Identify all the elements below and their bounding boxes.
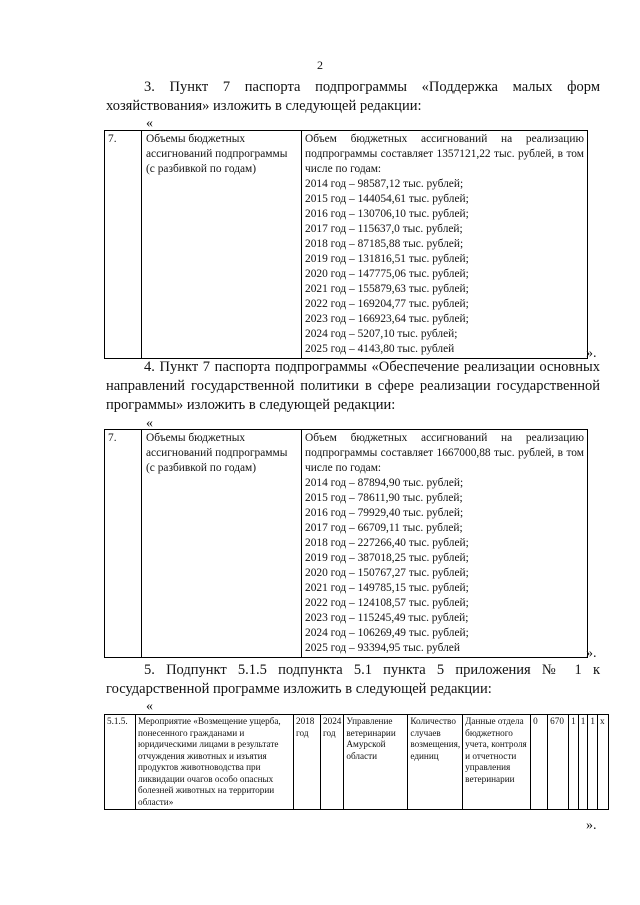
section-5-paragraph: 5. Подпункт 5.1.5 подпункта 5.1 пункта 5 приложения № 1 к государственной программе изложить в следующей редакции: [106,662,600,697]
section-4-close-quote: ». [586,646,597,661]
section-5-table [104,714,609,810]
section-4-item-label: Объемы бюджетных ассигнований подпрограммы (с разбивкой по годам) [142,430,302,658]
event-start-year: 2018 год [294,715,321,810]
section-3-item-label: Объемы бюджетных ассигнований подпрограммы (с разбивкой по годам) [142,131,302,359]
section-3-intro: Объем бюджетных ассигнований на реализацию подпрограммы составляет 1357121,22 тыс. рублей, в том числе по годам: [305,133,584,175]
event-value-cell: 1 [569,715,579,810]
section-4-year-line: 2022 год – 124108,57 тыс. рублей; [305,597,469,609]
section-4-intro: Объем бюджетных ассигнований на реализацию подпрограммы составляет 1667000,88 тыс. рублей, в том числе по годам: [305,432,584,474]
section-4-year-line: 2014 год – 87894,90 тыс. рублей; [305,477,464,489]
section-3-year-line: 2020 год – 147775,06 тыс. рублей; [305,268,469,280]
section-4-year-line: 2020 год – 150767,27 тыс. рублей; [305,567,469,579]
event-value-cell: 1 [578,715,588,810]
section-4-year-line: 2019 год – 387018,25 тыс. рублей; [305,552,469,564]
event-number: 5.1.5. [105,715,136,810]
section-5-open-quote: « [146,699,153,714]
section-3-year-line: 2014 год – 98587,12 тыс. рублей; [305,178,464,190]
event-value-cell: 670 [548,715,569,810]
section-4-year-line: 2015 год – 78611,90 тыс. рублей; [305,492,463,504]
section-4-paragraph: 4. Пункт 7 паспорта подпрограммы «Обеспечение реализации основных направлений государственной политики в сфере реализации государственной программы» изложить в следующей редакции: [106,359,600,413]
section-4-year-line: 2024 год – 106269,49 тыс. рублей; [305,627,469,639]
section-3-year-line: 2023 год – 166923,64 тыс. рублей; [305,313,469,325]
event-executor: Управление ветеринарии Амурской области [344,715,408,810]
section-4-year-line: 2023 год – 115245,49 тыс. рублей; [305,612,469,624]
section-4-open-quote: « [146,416,153,431]
event-value-cell: х [597,715,608,810]
section-4-table [104,429,588,658]
section-3-year-line: 2024 год – 5207,10 тыс. рублей; [305,328,458,340]
section-4-year-line: 2025 год – 93394,95 тыс. рублей [305,642,460,654]
section-3-year-line: 2017 год – 115637,0 тыс. рублей; [305,223,463,235]
event-end-year: 2024 год [321,715,344,810]
section-4-year-line: 2021 год – 149785,15 тыс. рублей; [305,582,469,594]
section-4-year-line: 2017 год – 66709,11 тыс. рублей; [305,522,463,534]
event-indicator: Количество случаев возмещения, единиц [408,715,463,810]
section-3-item-value [302,131,588,359]
section-3-year-line: 2016 год – 130706,10 тыс. рублей; [305,208,469,220]
event-value-cell: 0 [531,715,548,810]
section-3-year-line: 2021 год – 155879,63 тыс. рублей; [305,283,469,295]
event-data-source: Данные отдела бюджетного учета, контроля и отчетности управления ветеринарии [463,715,531,810]
event-description: Мероприятие «Возмещение ущерба, понесенного гражданами и юридическими лицами в результате отчуждения животных и изъятия продуктов животноводства при ликвидации очагов особо опасных болезней животных на территории области» [136,715,294,810]
section-4-year-line: 2018 год – 227266,40 тыс. рублей; [305,537,469,549]
section-3-year-line: 2015 год – 144054,61 тыс. рублей; [305,193,469,205]
section-4-item-number: 7. [105,430,142,658]
event-value-cell: 1 [588,715,598,810]
section-4-year-line: 2016 год – 79929,40 тыс. рублей; [305,507,464,519]
section-4-item-value [302,430,588,658]
section-3-year-line: 2019 год – 131816,51 тыс. рублей; [305,253,469,265]
section-3-item-number: 7. [105,131,142,359]
section-3-open-quote: « [146,116,153,131]
section-3-close-quote: ». [586,346,597,361]
section-3-year-line: 2022 год – 169204,77 тыс. рублей; [305,298,469,310]
section-5-close-quote: ». [586,818,597,833]
section-3-table [104,130,588,359]
section-3-year-line: 2018 год – 87185,88 тыс. рублей; [305,238,464,250]
section-3-year-line: 2025 год – 4143,80 тыс. рублей [305,343,455,355]
page-number: 2 [317,58,323,72]
section-3-paragraph: 3. Пункт 7 паспорта подпрограммы «Поддержка малых форм хозяйствования» изложить в следующей редакции: [106,79,600,114]
